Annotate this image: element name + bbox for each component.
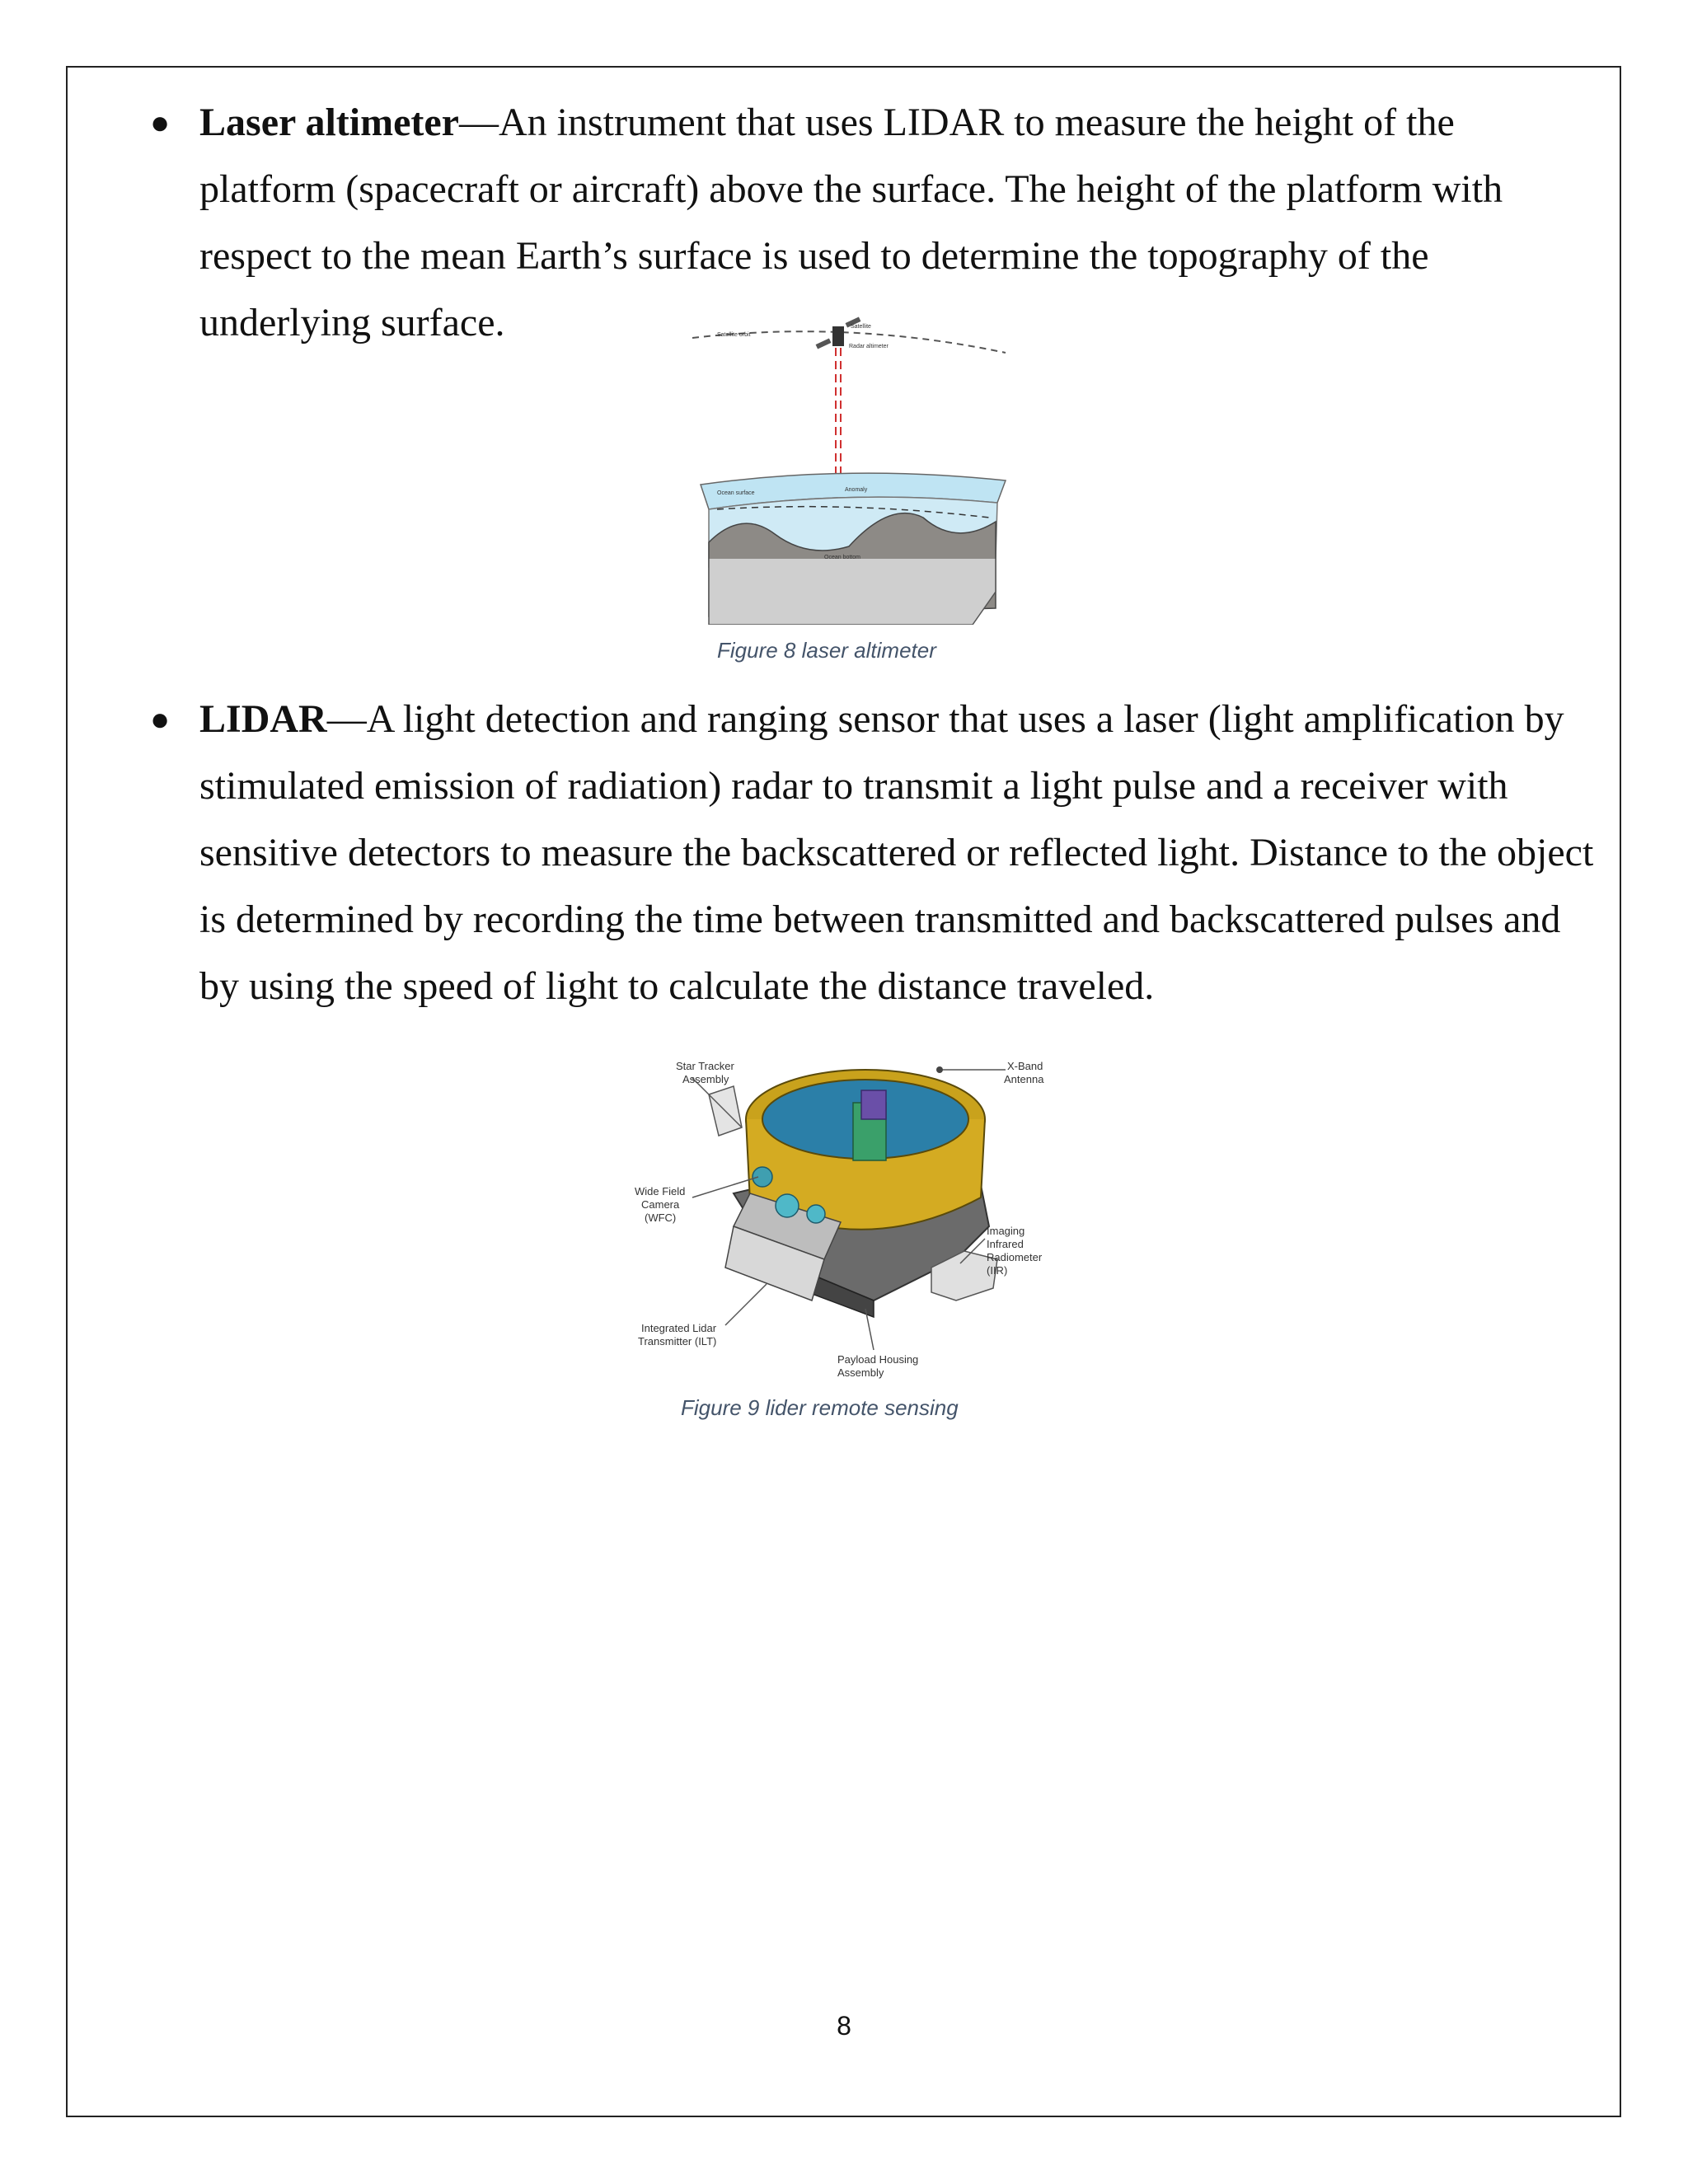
label-satellite-orbit: Satellite orbit — [717, 332, 751, 338]
figure-9-caption: Figure 9 lider remote sensing — [681, 1395, 959, 1420]
label-transmitter: Transmitter (ILT) — [638, 1335, 717, 1347]
label-wfc: (WFC) — [645, 1212, 677, 1224]
label-integrated-lidar: Integrated Lidar — [641, 1322, 717, 1334]
label-ocean-bottom: Ocean bottom — [824, 555, 860, 560]
figure-laser-altimeter — [684, 312, 1014, 625]
list-item-lidar — [140, 686, 1594, 1024]
label-imaging: Imaging — [987, 1225, 1025, 1237]
term-description: —An instrument that uses LIDAR to measure the height of the platform (spacecraft or aircraft) above the surface. The height of the platform with respect to the mean Earth’s surface is used to determine the topography of the underlying surface. — [199, 101, 1503, 344]
label-xband: X-Band — [1007, 1060, 1043, 1072]
label-star-tracker: Star Tracker — [676, 1060, 734, 1072]
label-star-tracker-assembly: Assembly — [682, 1073, 729, 1085]
term-description: —A light detection and ranging sensor that uses a laser (light amplification by stimulated emission of radiation) radar to transmit a light pulse and a receiver with sensitive detectors to measure the backscattered or reflected light. Distance to the object is determined by recording the time between transmitted and backscattered pulses and by using the speed of light to calculate the distance traveled. — [199, 697, 1594, 1008]
term-label: Laser altimeter — [199, 101, 459, 144]
laser-altimeter-illustration — [684, 312, 1014, 625]
page-number: 8 — [837, 2011, 851, 2041]
label-xband-antenna: Antenna — [1004, 1073, 1044, 1085]
bullet-icon: ● — [150, 104, 171, 141]
label-payload-housing: Payload Housing — [837, 1353, 919, 1366]
term-label: LIDAR — [199, 697, 327, 741]
label-iir: (IIR) — [987, 1264, 1008, 1277]
label-ocean-surface: Ocean surface — [717, 490, 755, 496]
paragraph — [199, 686, 1601, 1019]
label-anomaly: Anomaly — [845, 487, 868, 493]
label-payload-assembly: Assembly — [837, 1366, 884, 1379]
bullet-icon: ● — [150, 701, 171, 738]
label-wide-field: Wide Field — [635, 1185, 686, 1197]
figure-8-caption: Figure 8 laser altimeter — [717, 638, 936, 663]
label-radar-altimeter: Radar altimeter — [849, 344, 889, 349]
label-radiometer: Radiometer — [987, 1251, 1043, 1263]
label-satellite: Satellite — [851, 324, 871, 330]
figure-lidar-instrument — [626, 1053, 1071, 1391]
lidar-instrument-illustration — [626, 1053, 1071, 1391]
label-infrared: Infrared — [987, 1238, 1024, 1250]
label-camera: Camera — [641, 1198, 680, 1211]
